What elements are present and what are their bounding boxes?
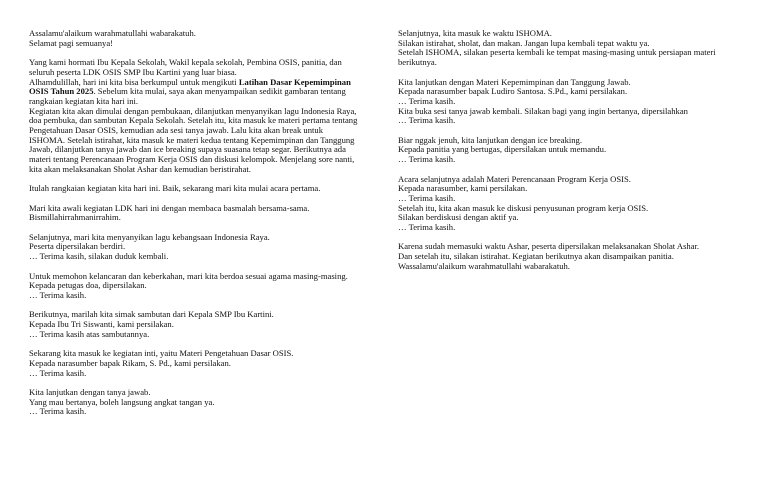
text-line: Pengetahuan Dasar OSIS, kemudian ada sesi tanya jawab. Lalu kita akan break untuk (29, 125, 324, 136)
text-line: Jawab, dilanjutkan tanya jawab dan ice breaking supaya suasana tetap segar. Berikutnya ada (29, 144, 346, 155)
text-line: Kepada narasumber bapak Ludiro Santosa. S.Pd., kami persilakan. (398, 86, 628, 97)
text-line: Biar nggak jenuh, kita lanjutkan dengan ice breaking. (398, 134, 582, 145)
left-column (29, 29, 370, 427)
text-segment: . Sebelum kita mulai, saya akan menyampaikan sedikit gambaran tentang (93, 86, 346, 97)
text-line: Kita lanjutkan dengan Materi Kepemimpinan dan Tanggung Jawab. (398, 76, 631, 87)
text-segment: Alhamdulillah, hari ini kita bisa berkumpul untuk mengikuti (29, 76, 239, 87)
script-paragraph (29, 388, 370, 417)
text-line: materi tentang Perencanaan Program Kerja OSIS dan diskusi kelompok. Menjelang sore nanti, (29, 154, 355, 165)
text-line: Selanjutnya, mari kita menyanyikan lagu kebangsaan Indonesia Raya. (29, 231, 270, 242)
text-line: Setelah ISHOMA, silakan peserta kembali ke tempat masing-masing untuk persiapan materi (398, 47, 716, 58)
script-paragraph (29, 272, 370, 301)
text-line: Sekarang kita masuk ke kegiatan inti, yaitu Materi Pengetahuan Dasar OSIS. (29, 348, 294, 359)
text-line: Wassalamu'alaikum warahmatullahi wabarakatuh. (398, 260, 570, 271)
text-line: Acara selanjutnya adalah Materi Perencanaan Program Kerja OSIS. (398, 173, 631, 184)
text-line: Kepada narasumber, kami persilakan. (398, 183, 528, 194)
text-line: Kita buka sesi tanya jawab kembali. Silakan bagi yang ingin bertanya, dipersilahkan (398, 105, 688, 116)
text-line: Kepada Ibu Tri Siswanti, kami persilakan. (29, 319, 174, 329)
right-column (398, 29, 728, 281)
script-paragraph (398, 29, 728, 68)
right-paragraphs (398, 29, 728, 272)
text-line: rangkaian kegiatan kita hari ini. (29, 95, 139, 106)
intro-paragraph (29, 58, 370, 174)
text-line: Kepada panitia yang bertugas, dipersilakan untuk memandu. (398, 144, 607, 155)
text-line: … Terima kasih. (398, 154, 456, 165)
text-line: Selanjutnya, kita masuk ke waktu ISHOMA. (398, 28, 552, 38)
text-line: … Terima kasih. (398, 115, 456, 126)
event-title-bold: OSIS Tahun 2025 (29, 86, 94, 97)
text-line: Karena sudah memasuki waktu Ashar, peserta dipersilakan melaksanakan Sholat Ashar. (398, 241, 700, 252)
text-line: Silakan istirahat, sholat, dan makan. Jangan lupa kembali tepat waktu ya. (398, 37, 650, 48)
text-line: Selamat pagi semuanya! (29, 37, 113, 48)
text-line: Peserta dipersilakan berdiri. (29, 241, 126, 252)
script-paragraph (29, 310, 370, 339)
text-line: Assalamu'alaikum warahmatullahi wabarakatuh. (29, 28, 196, 38)
text-line: Untuk memohon kelancaran dan keberkahan, mari kita berdoa sesuai agama masing-masing. (29, 270, 348, 281)
script-paragraph (29, 349, 370, 378)
script-paragraph (398, 78, 728, 127)
script-paragraph (398, 242, 728, 271)
text-line: … Terima kasih. (29, 406, 87, 417)
text-line: Dan setelah itu, silakan istirahat. Kegiatan berikutnya akan disampaikan panitia. (398, 251, 674, 262)
text-line: ISHOMA. Setelah istirahat, kita masuk ke materi kedua tentang Kepemimpinan dan Tanggung (29, 134, 355, 145)
script-paragraph (398, 136, 728, 165)
text-line: Silakan berdiskusi dengan aktif ya. (398, 212, 519, 223)
text-line: Itulah rangkaian kegiatan kita hari ini. Baik, sekarang mari kita mulai acara pertama. (29, 183, 321, 194)
text-line: … Terima kasih. (29, 367, 87, 378)
event-title-bold: Latihan Dasar Kepemimpinan (238, 76, 351, 87)
text-line: Kepada narasumber bapak Rikam, S. Pd., kami persilakan. (29, 357, 231, 368)
text-line: Kita lanjutkan dengan tanya jawab. (29, 386, 151, 397)
left-paragraphs (29, 184, 370, 417)
greeting-paragraph (29, 29, 370, 48)
text-line: Kepada petugas doa, dipersilakan. (29, 280, 147, 291)
text-line: Bismillahirrahmanirrahim. (29, 212, 121, 223)
text-line: … Terima kasih. (398, 95, 456, 106)
script-paragraph (29, 204, 370, 223)
text-line: kita akan melaksanakan Sholat Ashar dan kemudian beristirahat. (29, 163, 251, 174)
script-paragraph (29, 184, 370, 194)
text-line: Berikutnya, marilah kita simak sambutan dari Kepala SMP Ibu Kartini. (29, 309, 274, 320)
script-paragraph (398, 175, 728, 233)
text-line: … Terima kasih. (398, 222, 456, 233)
text-line: berikutnya. (398, 57, 437, 68)
text-line: Mari kita awali kegiatan LDK hari ini dengan membaca basmalah bersama-sama. (29, 202, 310, 213)
text-line: Yang mau bertanya, boleh langsung angkat tangan ya. (29, 396, 215, 407)
text-line: … Terima kasih, silakan duduk kembali. (29, 251, 169, 262)
text-line: … Terima kasih. (29, 289, 87, 300)
text-line: Kegiatan kita akan dimulai dengan pembukaan, dilanjutkan menyanyikan lagu Indonesia Raya, (29, 105, 357, 116)
intro-rest-lines (29, 107, 370, 175)
text-line: Yang kami hormati Ibu Kepala Sekolah, Wakil kepala sekolah, Pembina OSIS, panitia, dan (29, 57, 342, 68)
text-line: … Terima kasih atas sambutannya. (29, 328, 150, 339)
text-line: doa pembuka, dan sambutan Kepala Sekolah. Setelah itu, kita masuk ke materi pertama tentang (29, 115, 358, 126)
text-line: … Terima kasih. (398, 192, 456, 203)
text-line: Setelah itu, kita akan masuk ke diskusi penyusunan program kerja OSIS. (398, 202, 649, 213)
text-line: seluruh peserta LDK OSIS SMP Ibu Kartini yang luar biasa. (29, 66, 237, 77)
script-paragraph (29, 233, 370, 262)
